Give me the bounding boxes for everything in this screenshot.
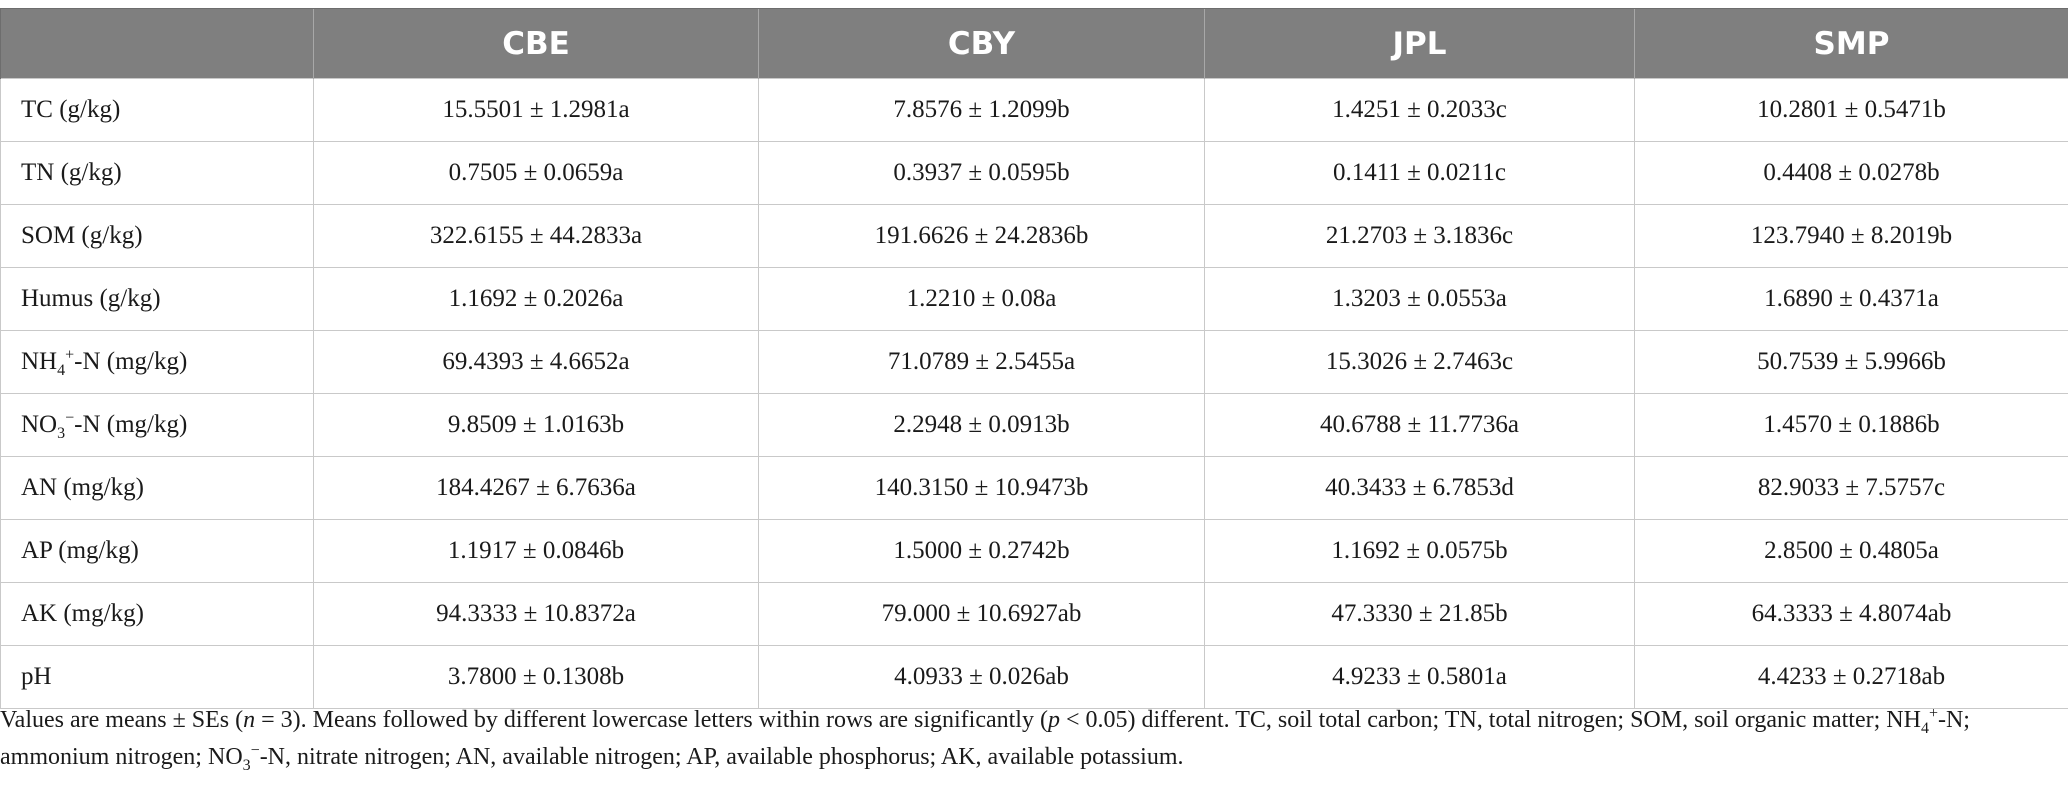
row-label-an: AN (mg/kg) (1, 457, 314, 520)
row-label-tc: TC (g/kg) (1, 79, 314, 142)
label-text: -N (mg/kg) (74, 411, 188, 438)
table-cell: 82.9033 ± 7.5757c (1635, 457, 2068, 520)
footnote-text: < 0.05) different. TC, soil total carbon; TN, total nitrogen; SOM, soil organic matter; (1059, 707, 1887, 733)
footnote-p-variable: p (1047, 707, 1060, 733)
table-cell: 3.7800 ± 0.1308b (314, 646, 759, 709)
label-superscript: + (65, 346, 75, 364)
table-cell: 15.5501 ± 1.2981a (314, 79, 759, 142)
footnote-superscript: + (1928, 705, 1938, 722)
table-cell: 9.8509 ± 1.0163b (314, 394, 759, 457)
table-row (1, 646, 2068, 709)
table-cell: 1.2210 ± 0.08a (759, 268, 1205, 331)
row-label-ph: pH (1, 646, 314, 709)
table-cell: 1.4251 ± 0.2033c (1205, 79, 1635, 142)
footnote-subscript: 4 (1920, 719, 1929, 737)
table-cell: 2.2948 ± 0.0913b (759, 394, 1205, 457)
table-cell: 69.4393 ± 4.6652a (314, 331, 759, 394)
table-cell: 0.7505 ± 0.0659a (314, 142, 759, 205)
table-row (1, 331, 2068, 394)
table-cell: 7.8576 ± 1.2099b (759, 79, 1205, 142)
table-row (1, 205, 2068, 268)
row-label-humus: Humus (g/kg) (1, 268, 314, 331)
table-cell: 140.3150 ± 10.9473b (759, 457, 1205, 520)
table-cell: 2.8500 ± 0.4805a (1635, 520, 2068, 583)
table-cell: 322.6155 ± 44.2833a (314, 205, 759, 268)
table-cell: 1.5000 ± 0.2742b (759, 520, 1205, 583)
table-cell: 50.7539 ± 5.9966b (1635, 331, 2068, 394)
label-superscript: − (65, 409, 75, 427)
table-cell: 4.4233 ± 0.2718ab (1635, 646, 2068, 709)
row-label-tn: TN (g/kg) (1, 142, 314, 205)
footnote-text: NO (207, 744, 243, 770)
label-text: -N (mg/kg) (74, 348, 188, 375)
table-cell: 1.4570 ± 0.1886b (1635, 394, 2068, 457)
table-cell: 184.4267 ± 6.7636a (314, 457, 759, 520)
table-cell: 4.9233 ± 0.5801a (1205, 646, 1635, 709)
table-row (1, 142, 2068, 205)
footnote-text: = 3). Means followed by different lowercase letters within rows are significantly ( (255, 707, 1048, 733)
table-cell: 1.6890 ± 0.4371a (1635, 268, 2068, 331)
table-row (1, 520, 2068, 583)
row-label-som: SOM (g/kg) (1, 205, 314, 268)
table-row (1, 394, 2068, 457)
table-cell: 15.3026 ± 2.7463c (1205, 331, 1635, 394)
table-cell: 191.6626 ± 24.2836b (759, 205, 1205, 268)
table-footnote (0, 702, 2060, 776)
row-label-nh4-n (1, 331, 314, 394)
table-cell: 21.2703 ± 3.1836c (1205, 205, 1635, 268)
header-cell-cbe: CBE (314, 9, 759, 79)
label-subscript: 4 (57, 362, 66, 379)
header-cell-cby: CBY (759, 9, 1205, 79)
table-cell: 71.0789 ± 2.5455a (759, 331, 1205, 394)
soil-properties-table-container (0, 8, 2068, 709)
footnote-n-variable: n (243, 707, 256, 733)
table-header-row (1, 9, 2068, 79)
table-row (1, 457, 2068, 520)
label-text: NO (21, 411, 58, 438)
header-cell-blank (1, 9, 314, 79)
table-row (1, 268, 2068, 331)
footnote-text: NH (1886, 707, 1921, 733)
footnote-text: Values are means ± SEs ( (0, 707, 244, 733)
table-cell: 0.3937 ± 0.0595b (759, 142, 1205, 205)
label-subscript: 3 (57, 425, 66, 442)
table-cell: 10.2801 ± 0.5471b (1635, 79, 2068, 142)
footnote-text: -N, nitrate nitrogen; AN, available nitrogen; AP, available phosphorus; AK, available potassium. (259, 744, 1184, 770)
table-cell: 64.3333 ± 4.8074ab (1635, 583, 2068, 646)
soil-properties-table (0, 8, 2068, 709)
footnote-text: -N; ammonium nitrogen; (0, 707, 1970, 770)
table-cell: 0.4408 ± 0.0278b (1635, 142, 2068, 205)
table-cell: 79.000 ± 10.6927ab (759, 583, 1205, 646)
table-cell: 1.3203 ± 0.0553a (1205, 268, 1635, 331)
table-cell: 123.7940 ± 8.2019b (1635, 205, 2068, 268)
table-cell: 94.3333 ± 10.8372a (314, 583, 759, 646)
table-cell: 0.1411 ± 0.0211c (1205, 142, 1635, 205)
row-label-ap: AP (mg/kg) (1, 520, 314, 583)
table-cell: 1.1692 ± 0.0575b (1205, 520, 1635, 583)
row-label-ak: AK (mg/kg) (1, 583, 314, 646)
table-cell: 1.1692 ± 0.2026a (314, 268, 759, 331)
table-cell: 4.0933 ± 0.026ab (759, 646, 1205, 709)
header-cell-smp: SMP (1635, 9, 2068, 79)
row-label-no3-n (1, 394, 314, 457)
footnote-subscript: 3 (242, 756, 251, 774)
table-cell: 40.3433 ± 6.7853d (1205, 457, 1635, 520)
table-cell: 40.6788 ± 11.7736a (1205, 394, 1635, 457)
table-row (1, 583, 2068, 646)
table-cell: 1.1917 ± 0.0846b (314, 520, 759, 583)
table-cell: 47.3330 ± 21.85b (1205, 583, 1635, 646)
table-row (1, 79, 2068, 142)
label-text: NH (21, 348, 58, 375)
footnote-superscript: − (250, 742, 260, 759)
header-cell-jpl: JPL (1205, 9, 1635, 79)
